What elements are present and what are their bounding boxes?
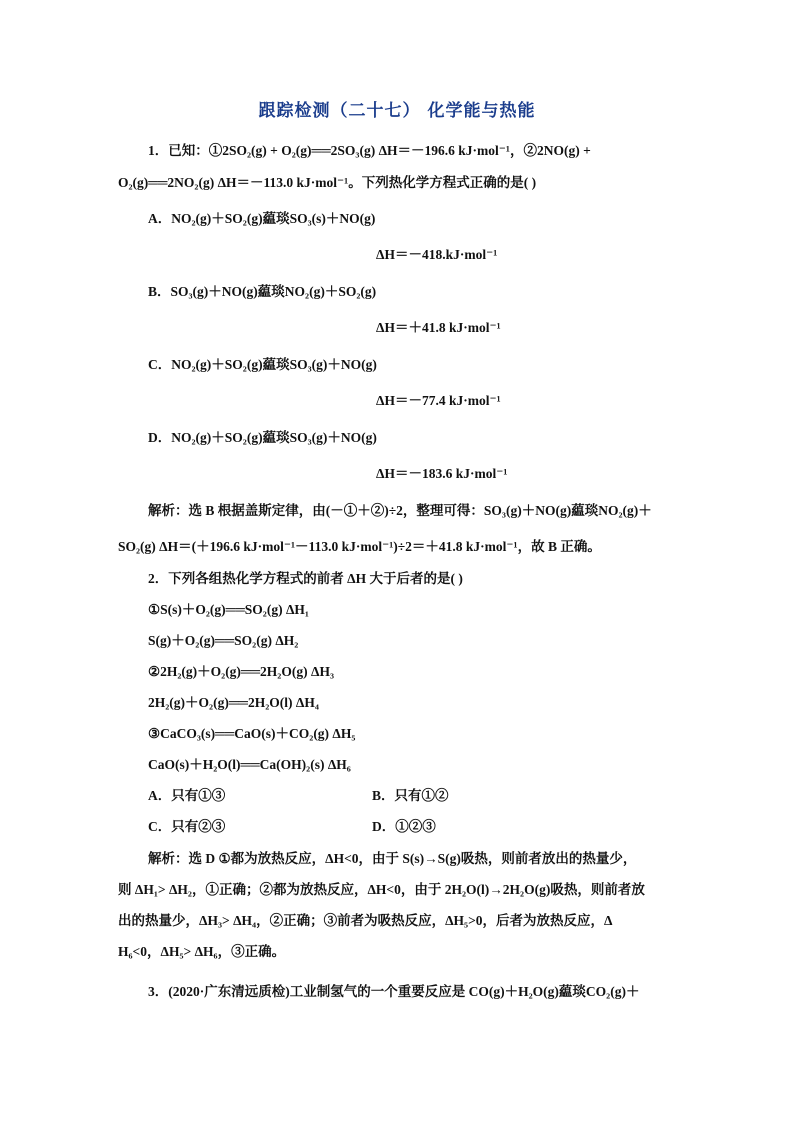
q1-stem-line2: O₂(g)══2NO₂(g) ΔH＝－113.0 kJ·mol⁻¹。下列热化学方程式正确的是( ) — [118, 175, 537, 190]
q2-option-d: D．①②③ — [372, 819, 436, 834]
q2-equation-5: ③CaCO₃(s)══CaO(s)＋CO₂(g) ΔH₅ — [148, 726, 356, 741]
q1-option-c-equation: C．NO₂(g)＋SO₂(g)藴琰SO₃(g)＋NO(g) — [148, 357, 377, 372]
q1-answer-line2: SO₂(g) ΔH＝(＋196.6 kJ·mol⁻¹－113.0 kJ·mol⁻¹)÷2＝＋41.8 kJ·mol⁻¹，故 B 正确。 — [118, 539, 601, 554]
q2-equation-3: ②2H₂(g)＋O₂(g)══2H₂O(g) ΔH₃ — [148, 664, 334, 679]
q2-answer-line1: 解析：选 D ①都为放热反应，ΔH<0，由于 S(s)→S(g)吸热，则前者放出的热量少， — [148, 851, 637, 866]
page-title: 跟踪检测（二十七） 化学能与热能 — [258, 101, 536, 121]
q1-option-b-enthalpy: ΔH＝＋41.8 kJ·mol⁻¹ — [376, 320, 501, 335]
q2-option-b: B．只有①② — [372, 788, 449, 803]
q2-answer-line4: H₆<0，ΔH₅> ΔH₆，③正确。 — [118, 944, 286, 959]
q1-option-d-enthalpy: ΔH＝－183.6 kJ·mol⁻¹ — [376, 466, 508, 481]
q2-option-a: A．只有①③ — [148, 788, 226, 803]
q2-equation-6: CaO(s)＋H₂O(l)══Ca(OH)₂(s) ΔH₆ — [148, 757, 351, 772]
q2-equation-4: 2H₂(g)＋O₂(g)══2H₂O(l) ΔH₄ — [148, 695, 319, 710]
q2-equation-1: ①S(s)＋O₂(g)══SO₂(g) ΔH₁ — [148, 602, 309, 617]
q2-stem: 2．下列各组热化学方程式的前者 ΔH 大于后者的是( ) — [148, 571, 463, 586]
q2-answer-line3: 出的热量少，ΔH₃> ΔH₄，②正确；③前者为吸热反应，ΔH₅>0，后者为放热反应，Δ — [118, 913, 613, 928]
q1-option-b-equation: B．SO₃(g)＋NO(g)藴琰NO₂(g)＋SO₂(g) — [148, 284, 377, 299]
q2-equation-2: S(g)＋O₂(g)══SO₂(g) ΔH₂ — [148, 633, 299, 648]
q1-option-c-enthalpy: ΔH＝－77.4 kJ·mol⁻¹ — [376, 393, 501, 408]
q1-answer-line1: 解析：选 B 根据盖斯定律，由(－①＋②)÷2，整理可得：SO₃(g)＋NO(g)藴琰NO₂(g)＋ — [148, 503, 652, 518]
q1-option-a-equation: A．NO₂(g)＋SO₂(g)藴琰SO₃(s)＋NO(g) — [148, 211, 376, 226]
q1-option-d-equation: D．NO₂(g)＋SO₂(g)藴琰SO₃(g)＋NO(g) — [148, 430, 377, 445]
q1-stem-line1: 1．已知：①2SO₂(g) + O₂(g)══2SO₃(g) ΔH＝－196.6 kJ·mol⁻¹，②2NO(g) + — [148, 143, 591, 158]
q1-option-a-enthalpy: ΔH＝－418.kJ·mol⁻¹ — [376, 247, 498, 262]
q2-answer-line2: 则 ΔH₁> ΔH₂，①正确；②都为放热反应，ΔH<0，由于 2H₂O(l)→2H₂O(g)吸热，则前者放 — [118, 882, 645, 897]
q3-stem-line1: 3．(2020·广东清远质检)工业制氢气的一个重要反应是 CO(g)＋H₂O(g)藴琰CO₂(g)＋ — [148, 984, 640, 999]
q2-option-c: C．只有②③ — [148, 819, 226, 834]
